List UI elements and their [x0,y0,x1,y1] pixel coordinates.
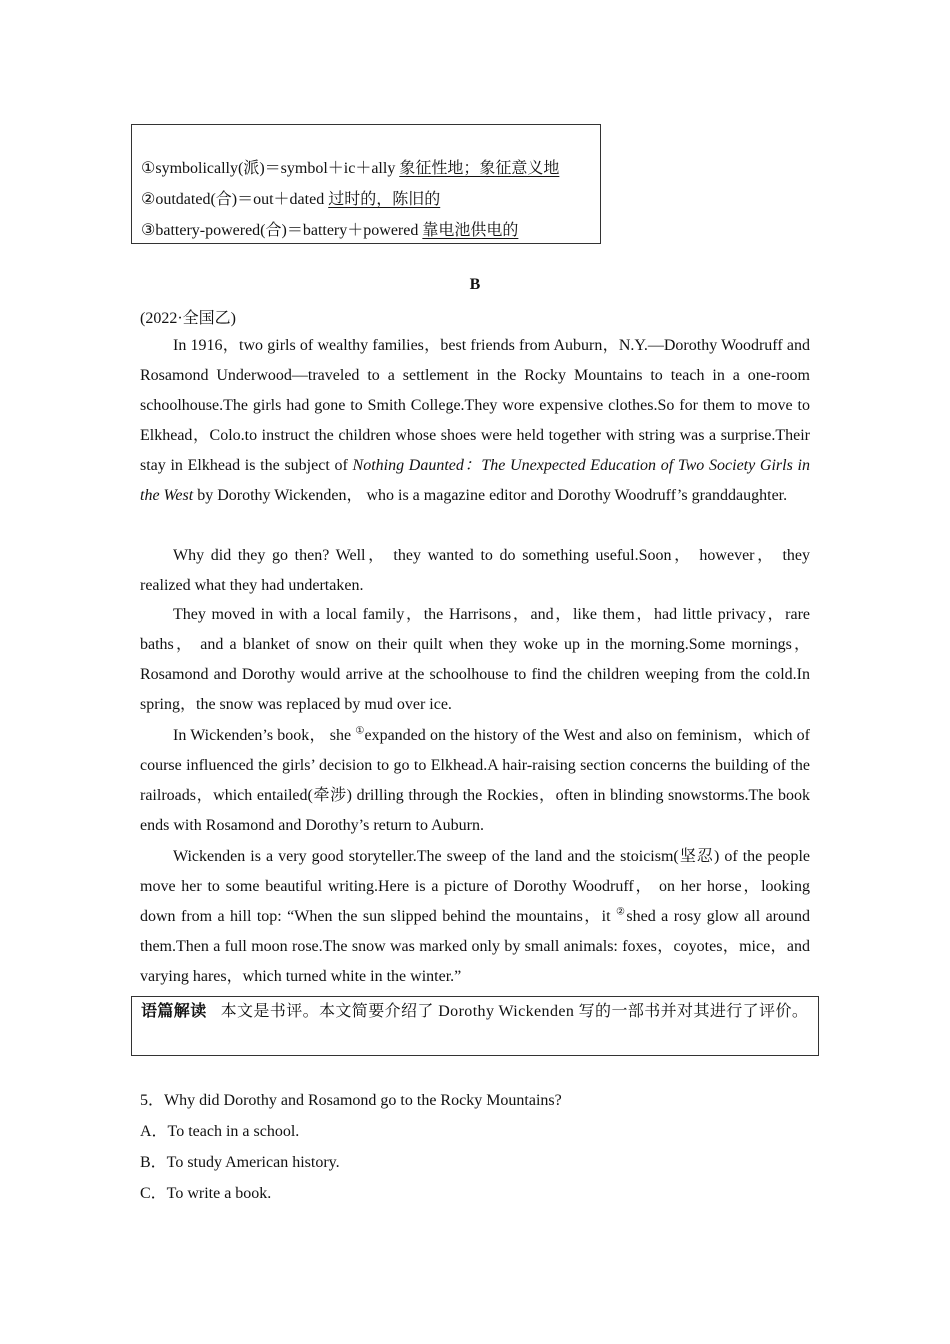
footnote-marker: ① [355,725,365,737]
book-title: Nothing Daunted：The Unexpected Education of Two Society Girls in the West [140,457,810,504]
option-c: C．To write a book. [140,1185,272,1202]
paragraph-text: by Dorothy Wickenden， who is a magazine editor and Dorothy Woodruff’s granddaughter. [193,487,788,504]
paragraph-text: shed a rosy glow all around them.Then a full moon rose.The snow was marked only by small animals: foxes，coyotes，mice，and varying hares，which turned white in the winter.” [140,908,811,985]
vocab-word: ②outdated(合)＝out＋dated [141,191,329,208]
passage-paragraph-4 [140,721,810,841]
passage-paragraph-3: They moved in with a local family，the Harrisons，and，like them，had little privacy，rare baths， and a blanket of snow on their quilt when they woke up in the morning.Some mornings，Rosamond and Dorothy would arrive at the schoolhouse to find the children weeping from the cold.In spring，the snow was replaced by mud over ice. [140,606,810,713]
exam-source: (2022·全国乙) [140,310,236,327]
vocab-item [141,155,559,178]
paragraph-text: expanded on the history of the West and also on feminism，which of course influenced the girls’ decision to go to Elkhead.A hair-raising section concerns the building of the railroads，which entailed(牵涉) drilling through the Rockies，often in blinding snowstorms.The book ends with Rosamond and Dorothy’s return to Auburn. [140,727,810,834]
option-a: A．To teach in a school. [140,1123,300,1140]
vocab-word: ③battery-powered(合)＝battery＋powered [141,222,423,239]
paragraph-text: Wickenden is a very good storyteller.The sweep of the land and the stoicism(坚忍) of the people move her to some beautiful writing.Here is a picture of Dorothy Woodruff， on her horse，looking down from a hill top: “When the sun slipped behind the mountains，it [140,848,811,925]
footnote-marker: ② [616,906,627,918]
vocab-meaning: 过时的，陈旧的 [328,191,441,208]
vocabulary-box [131,124,601,244]
vocab-meaning: 象征性地；象征意义地 [399,160,560,177]
vocab-item [141,186,440,209]
passage-paragraph-2: Why did they go then? Well， they wanted to do something useful.Soon， however， they realized what they had undertaken. [140,547,810,594]
question-stem: 5．Why did Dorothy and Rosamond go to the Rocky Mountains? [140,1092,562,1109]
vocab-item [141,217,518,240]
vocab-meaning: 靠电池供电的 [422,222,519,239]
summary-label: 语篇解读 [141,1003,207,1020]
option-b: B．To study American history. [140,1154,340,1171]
section-heading: B [469,276,481,293]
passage-paragraph-1 [140,331,810,511]
summary-box [131,996,819,1056]
paragraph-text: In 1916，two girls of wealthy families，best friends from Auburn，N.Y.—Dorothy Woodruff and Rosamond Underwood—traveled to a settlement in the Rocky Mountains to teach in a one-room schoolhouse.The girls had gone to Smith College.They wore expensive clothes.So for them to move to Elkhead，Colo.to instruct the children whose shoes were held together with string was a surprise.Their stay in Elkhead is the subject of [140,337,810,474]
vocab-word: ①symbolically(派)＝symbol＋ic＋ally [141,160,400,177]
summary-text: 本文是书评。本文简要介绍了 Dorothy Wickenden 写的一部书并对其进行了评价。 [220,1003,809,1020]
passage-paragraph-5 [140,842,810,992]
paragraph-text: In Wickenden’s book， she [173,727,356,744]
